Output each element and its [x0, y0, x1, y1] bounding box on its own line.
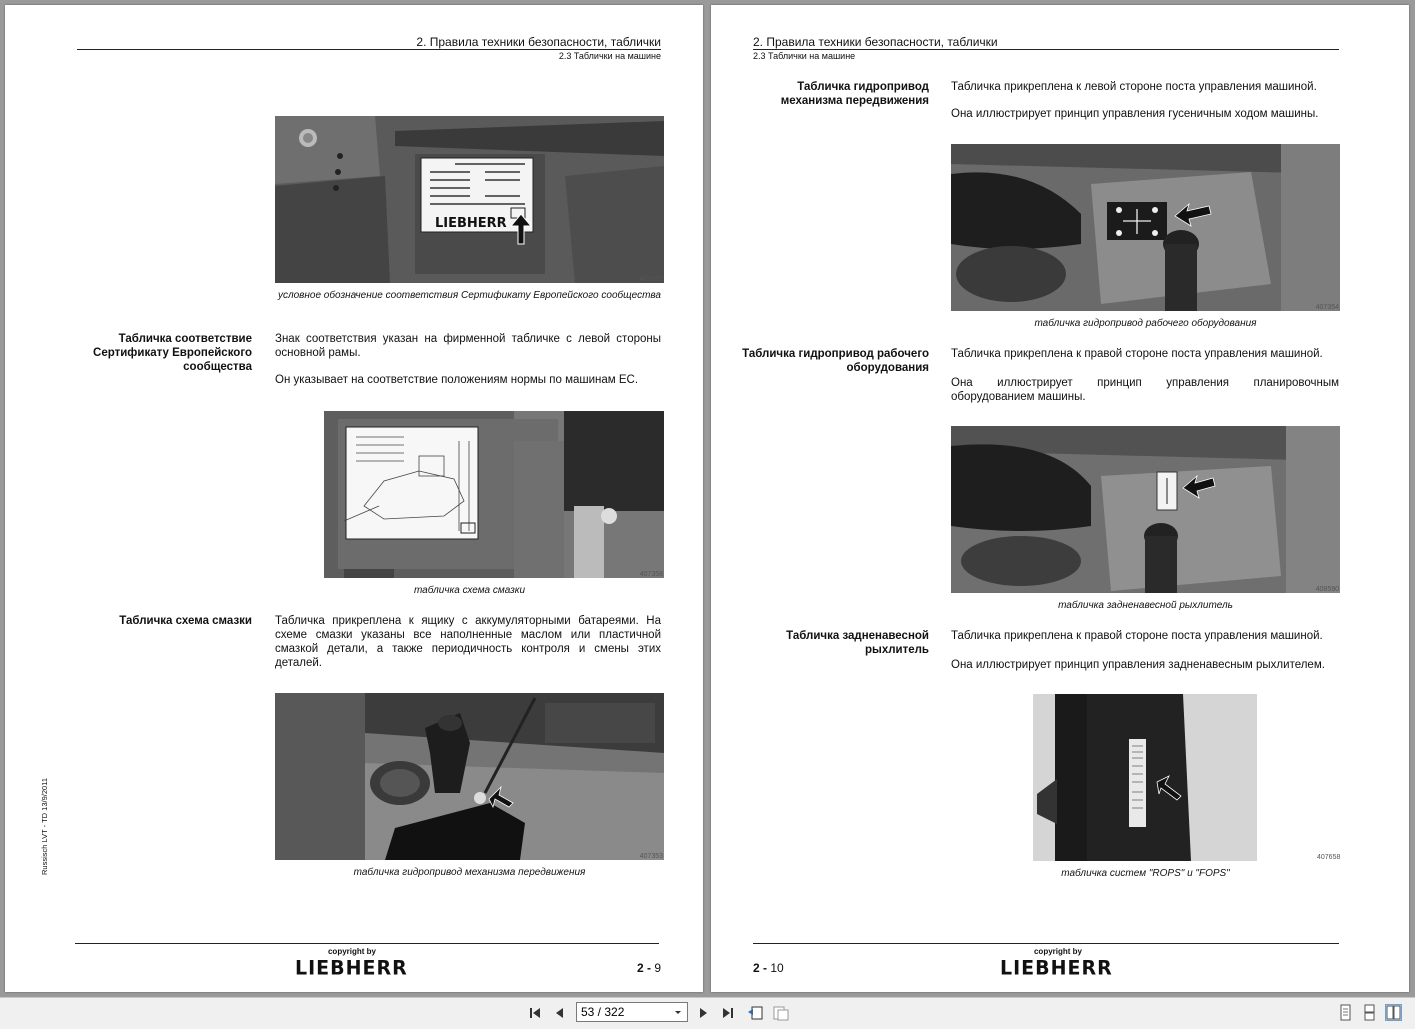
photo-number: 407358	[639, 571, 663, 578]
left-page	[5, 5, 703, 992]
last-page-icon[interactable]	[718, 1004, 736, 1022]
page-header-title: 2. Правила техники безопасности, таблички	[416, 35, 661, 49]
right-page	[711, 5, 1409, 992]
page-dropdown-icon[interactable]	[670, 1003, 686, 1021]
ripper-control-photo	[951, 426, 1340, 593]
continuous-page-icon[interactable]	[1361, 1004, 1378, 1021]
rops-fops-photo	[1033, 694, 1257, 861]
paragraph: Она иллюстрирует принцип управления планировочным оборудованием машины.	[951, 377, 1339, 403]
svg-text:LIEBHERR: LIEBHERR	[435, 216, 507, 231]
section-heading: Табличка гидропривод рабочего оборудования	[742, 348, 929, 374]
paragraph: Она иллюстрирует принцип управления задненавесным рыхлителем.	[951, 659, 1325, 671]
page-header-subtitle: 2.3 Таблички на машине	[753, 51, 856, 61]
travel-control-photo	[275, 693, 664, 860]
figure-caption: табличка систем "ROPS" и "FOPS"	[1061, 868, 1230, 879]
first-page-icon[interactable]	[527, 1004, 545, 1022]
two-page-icon[interactable]	[1385, 1004, 1402, 1021]
paragraph: Табличка прикреплена к левой стороне поста управления машиной.	[951, 81, 1317, 93]
single-page-icon[interactable]	[1337, 1004, 1354, 1021]
footer-rule	[75, 943, 659, 944]
figure-caption: табличка схема смазки	[413, 585, 526, 596]
paragraph: Знак соответствия указан на фирменной табличке с левой стороны основной рамы.	[275, 333, 661, 359]
paragraph: Табличка прикреплена к правой стороне поста управления машиной.	[951, 348, 1323, 360]
page-header-title: 2. Правила техники безопасности, таблички	[753, 35, 998, 49]
photo-number: 407057	[639, 276, 663, 283]
paragraph: Он указывает на соответствие положениям нормы по машинам ЕС.	[275, 374, 639, 386]
section-heading: Табличка схема смазки	[119, 615, 252, 627]
lubrication-chart-photo	[324, 411, 664, 578]
footer-rule	[753, 943, 1339, 944]
paragraph: Табличка прикреплена к ящику с аккумуляторными батареями. На схеме смазки указаны все наполненные маслом или пластичной смазкой детали, а также периодичность контроля и смены этих деталей.	[275, 615, 661, 669]
section-heading: Табличка задненавесной рыхлитель	[786, 630, 929, 656]
figure-caption: табличка гидропривод механизма передвижения	[353, 867, 586, 878]
photo-number: 407354	[1315, 304, 1339, 311]
photo-number: 407353	[639, 853, 663, 860]
page-number: 2 - 9	[636, 961, 661, 975]
figure-caption: условное обозначение соответствия Сертификату Европейского сообщества	[277, 290, 661, 301]
document-code: Russisch LVT - TD 13/9/2011	[40, 778, 49, 875]
work-equipment-photo	[951, 144, 1340, 311]
header-rule	[77, 49, 661, 50]
figure-caption: табличка задненавесной рыхлитель	[1058, 600, 1233, 611]
section-heading: Табличка гидропривод механизма передвижения	[780, 81, 929, 107]
paragraph: Табличка прикреплена к правой стороне поста управления машиной.	[951, 630, 1323, 642]
forward-view-icon[interactable]	[772, 1004, 790, 1022]
prev-page-icon[interactable]	[551, 1004, 569, 1022]
paragraph: Она иллюстрирует принцип управления гусеничным ходом машины.	[951, 108, 1319, 120]
back-view-icon[interactable]	[746, 1004, 764, 1022]
next-page-icon[interactable]	[694, 1004, 712, 1022]
liebherr-logo: LIEBHERR	[295, 956, 408, 980]
viewer-toolbar	[0, 997, 1415, 1029]
page-header-subtitle: 2.3 Таблички на машине	[558, 51, 661, 61]
liebherr-logo: LIEBHERR	[1000, 956, 1113, 980]
figure-caption: табличка гидропривод рабочего оборудования	[1034, 318, 1257, 329]
photo-number: 407658	[1317, 854, 1341, 861]
copyright-label: copyright by	[1033, 947, 1082, 956]
header-rule	[753, 49, 1339, 50]
section-heading: Табличка соответствие Сертификату Европейского сообщества	[93, 333, 252, 373]
photo-number: 408590	[1315, 586, 1339, 593]
page-number: 2 - 10	[753, 961, 784, 975]
copyright-label: copyright by	[327, 947, 376, 956]
ce-nameplate-photo	[275, 116, 664, 283]
